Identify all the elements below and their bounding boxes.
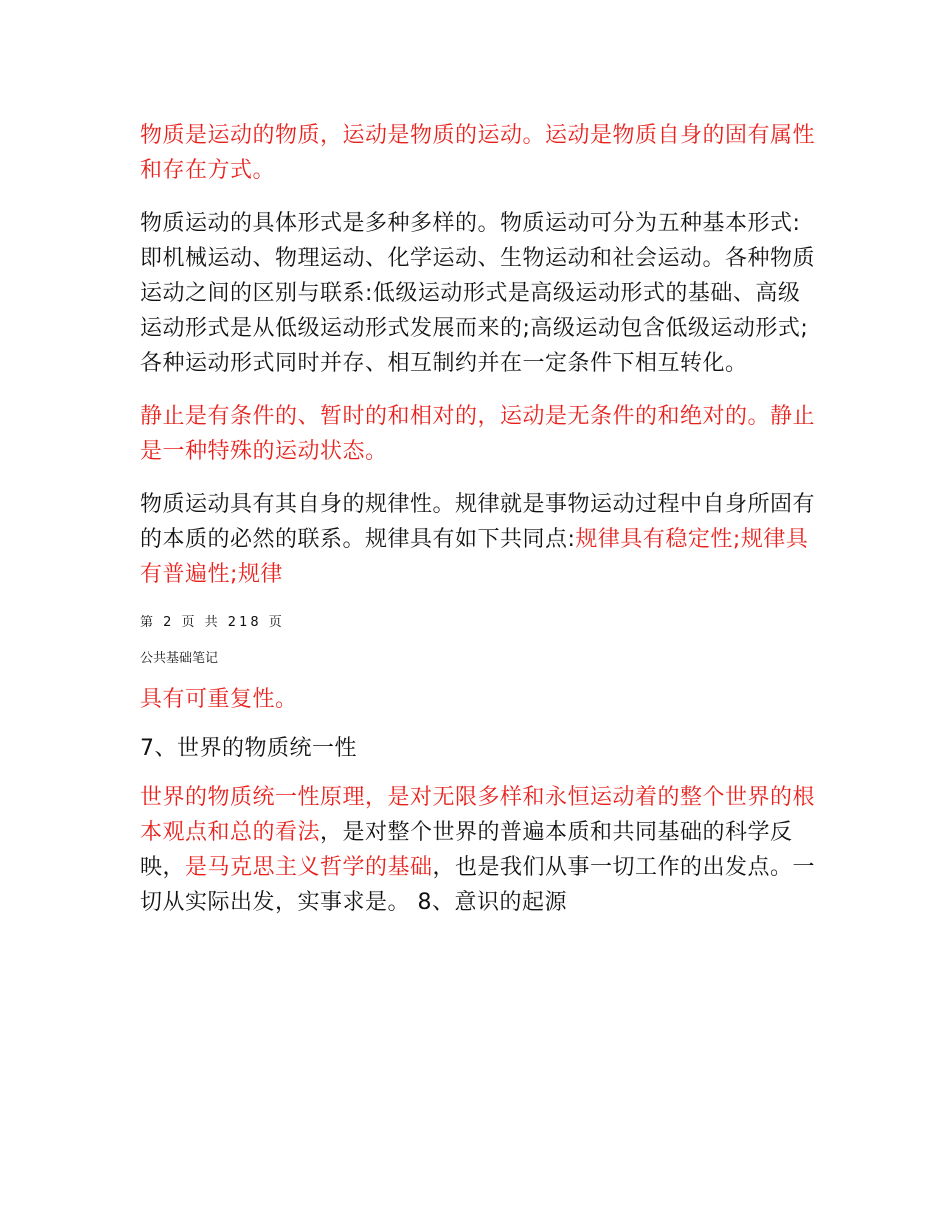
paragraph-material-unity: [140, 780, 820, 920]
document-title: 公共基础笔记: [140, 651, 219, 666]
unity-highlight-2: 是马克思主义哲学的基础: [185, 855, 433, 880]
paragraph-motion-forms: 物质运动的具体形式是多种多样的。物质运动可分为五种基本形式:即机械运动、物理运动、化学运动、生物运动和社会运动。各种物质运动之间的区别与联系:低级运动形式是高级运动形式的基础、高级运动形式是从低级运动形式发展而来的;高级运动包含低级运动形式;各种运动形式同时并存、相互制约并在一定条件下相互转化。: [140, 211, 816, 376]
page-number: 第 2 页 共 218 页: [140, 615, 285, 630]
paragraph-repeatability: 具有可重复性。: [140, 687, 298, 712]
document-page: [140, 118, 820, 920]
section-heading-7: 7、世界的物质统一性: [140, 736, 357, 761]
unity-text-2: ，也是我们从事一切工作的出发点。一切从实际出发，实事求是。 8、意识的起源: [140, 855, 816, 915]
paragraph-motion-matter: 物质是运动的物质，运动是物质的运动。运动是物质自身的固有属性和存在方式。: [140, 123, 816, 183]
paragraph-stillness: 静止是有条件的、暂时的和相对的，运动是无条件的和绝对的。静止是一种特殊的运动状态。: [140, 404, 816, 464]
unity-text-1: ，是对整个世界的普遍本质和共同基础的科学反映，: [140, 820, 793, 880]
paragraph-laws: [140, 487, 820, 592]
unity-highlight-1: 世界的物质统一性原理，是对无限多样和永恒运动着的整个世界的根本观点和总的看法: [140, 785, 816, 845]
laws-text: 物质运动具有其自身的规律性。规律就是事物运动过程中自身所固有的本质的必然的联系。规律具有如下共同点:: [140, 492, 816, 552]
laws-highlight: 规律具有稳定性;规律具有普遍性;规律: [140, 527, 809, 587]
